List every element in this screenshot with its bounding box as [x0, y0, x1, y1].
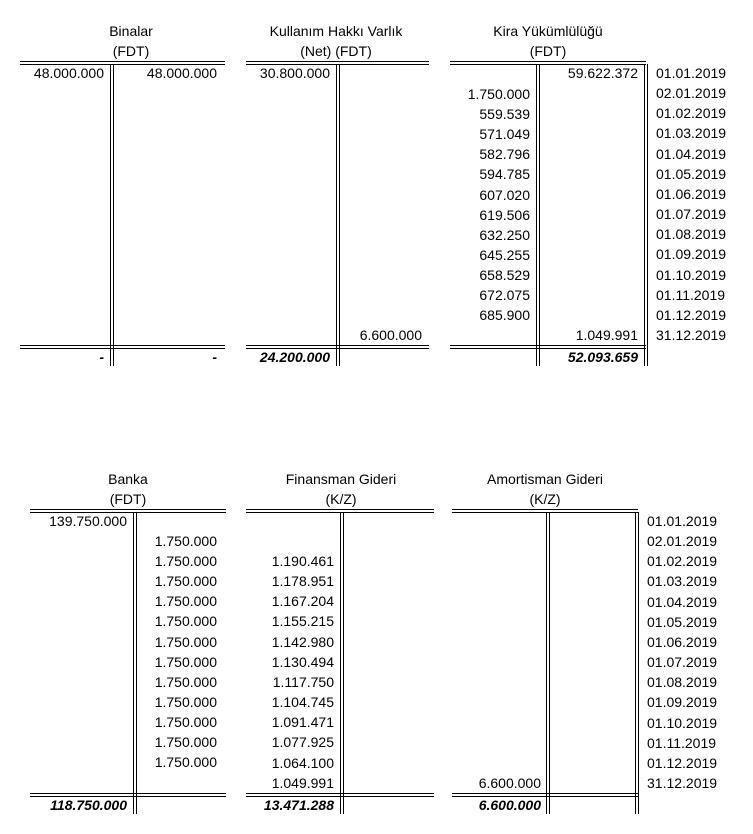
- date-label: 02.01.2019: [647, 533, 718, 550]
- binalar-total-credit: -: [212, 349, 217, 365]
- binalar-total-debit: -: [99, 349, 104, 365]
- banka-subtitle: (FDT): [109, 491, 147, 507]
- finansman-debit: 1.167.204: [271, 593, 334, 610]
- banka-credit: 1.750.000: [154, 713, 217, 730]
- date-label: 01.07.2019: [656, 206, 727, 223]
- amortisman-subtitle: (K/Z): [529, 491, 561, 507]
- date-label: 01.04.2019: [647, 593, 718, 610]
- binalar-title: Binalar: [109, 23, 153, 39]
- finansman-total-debit: 13.471.288: [263, 797, 334, 813]
- date-label: 01.05.2019: [647, 613, 718, 630]
- kullanim-divider: [336, 64, 340, 366]
- date-label: 01.01.2019: [656, 65, 727, 81]
- date-label: 01.05.2019: [656, 165, 727, 182]
- banka-total-debit: 118.750.000: [50, 797, 127, 813]
- banka-credit: 1.750.000: [154, 653, 217, 670]
- banka-credit: 1.750.000: [154, 573, 217, 590]
- finansman-debit: 1.178.951: [271, 573, 334, 590]
- amortisman-debit-end: 6.600.000: [478, 775, 541, 791]
- finansman-divider: [340, 512, 344, 814]
- kira-debit: 619.506: [479, 206, 530, 223]
- kira-debit: 1.750.000: [467, 86, 530, 102]
- date-label: 01.08.2019: [647, 674, 718, 691]
- banka-credit: 1.750.000: [154, 673, 217, 690]
- finansman-debit: 1.064.100: [271, 754, 334, 771]
- kira-debit: 559.539: [479, 106, 530, 123]
- date-label: 01.10.2019: [647, 714, 718, 731]
- kira-debit: 645.255: [479, 246, 530, 263]
- banka-credit: 1.750.000: [154, 734, 217, 750]
- date-label: 01.11.2019: [647, 734, 717, 751]
- date-label: 01.01.2019: [647, 513, 718, 529]
- amortisman-right-border: [635, 512, 639, 814]
- kira-debit: 658.529: [479, 266, 530, 283]
- kira-debit: 685.900: [479, 307, 530, 324]
- kira-title: Kira Yükümlülüğü: [493, 23, 603, 39]
- banka-title: Banka: [108, 471, 148, 487]
- date-label: 02.01.2019: [656, 85, 727, 102]
- date-label: 01.12.2019: [647, 754, 718, 771]
- kira-debit: 571.049: [479, 126, 530, 143]
- date-label: 31.12.2019: [656, 326, 727, 343]
- kira-right-border: [644, 64, 648, 366]
- kira-subtitle: (FDT): [529, 43, 567, 59]
- banka-divider: [133, 512, 137, 814]
- kira-credit-end: 1.049.991: [575, 327, 638, 343]
- amortisman-divider: [546, 512, 550, 814]
- kira-debit: 594.785: [479, 166, 530, 183]
- kira-debit: 607.020: [479, 186, 530, 203]
- finansman-debit: 1.117.750: [272, 673, 334, 690]
- kullanim-subtitle: (Net) (FDT): [300, 43, 372, 59]
- kira-divider: [536, 64, 540, 366]
- banka-credit: 1.750.000: [154, 613, 217, 630]
- banka-credit: 1.750.000: [154, 593, 217, 610]
- finansman-debit: 1.049.991: [271, 774, 334, 791]
- date-label: 01.09.2019: [656, 246, 727, 263]
- kira-debit: 582.796: [479, 146, 530, 163]
- date-label: 01.09.2019: [647, 694, 718, 711]
- banka-credit: 1.750.000: [154, 633, 217, 650]
- finansman-debit: 1.130.494: [271, 653, 334, 670]
- kira-debit: 632.250: [479, 226, 530, 243]
- finansman-subtitle: (K/Z): [325, 491, 357, 507]
- date-label: 01.10.2019: [656, 266, 727, 283]
- date-label: 01.11.2019: [656, 286, 726, 303]
- banka-credit: 1.750.000: [154, 533, 217, 549]
- banka-credit: 1.750.000: [154, 553, 217, 570]
- date-label: 01.04.2019: [656, 145, 727, 162]
- finansman-debit: 1.155.215: [271, 613, 334, 630]
- date-label: 01.02.2019: [647, 553, 718, 570]
- amortisman-top-rule: [452, 509, 638, 513]
- kira-total-credit: 52.093.659: [567, 349, 638, 365]
- finansman-debit: 1.091.471: [271, 714, 334, 731]
- banka-credit: 1.750.000: [154, 693, 217, 710]
- finansman-debit: 1.104.745: [271, 694, 334, 711]
- date-label: 01.07.2019: [647, 654, 718, 671]
- date-label: 01.12.2019: [656, 306, 727, 323]
- binalar-subtitle: (FDT): [112, 43, 150, 59]
- finansman-debit: 1.190.461: [271, 553, 334, 569]
- date-label: 01.03.2019: [656, 125, 727, 142]
- banka-credit: 1.750.000: [154, 754, 217, 771]
- amortisman-total-debit: 6.600.000: [478, 797, 541, 813]
- date-label: 01.02.2019: [656, 105, 727, 122]
- banka-debit-open: 139.750.000: [49, 513, 127, 529]
- kullanim-debit: 30.800.000: [259, 65, 330, 81]
- binalar-divider: [110, 64, 114, 366]
- amortisman-title: Amortisman Gideri: [487, 471, 603, 487]
- date-label: 01.06.2019: [656, 185, 727, 202]
- date-label: 31.12.2019: [647, 774, 718, 791]
- kullanim-total-debit: 24.200.000: [259, 349, 330, 365]
- finansman-title: Finansman Gideri: [285, 471, 397, 487]
- kullanim-title: Kullanım Hakkı Varlık: [269, 23, 403, 39]
- finansman-debit: 1.077.925: [271, 734, 334, 751]
- binalar-debit: 48.000.000: [33, 65, 104, 81]
- date-label: 01.06.2019: [647, 633, 718, 650]
- kira-debit: 672.075: [479, 287, 530, 303]
- finansman-debit: 1.142.980: [271, 633, 334, 650]
- date-label: 01.03.2019: [647, 573, 718, 590]
- kullanim-credit-end: 6.600.000: [359, 327, 422, 343]
- date-label: 01.08.2019: [656, 226, 727, 243]
- kira-credit-open: 59.622.372: [567, 65, 638, 81]
- binalar-credit: 48.000.000: [146, 65, 217, 81]
